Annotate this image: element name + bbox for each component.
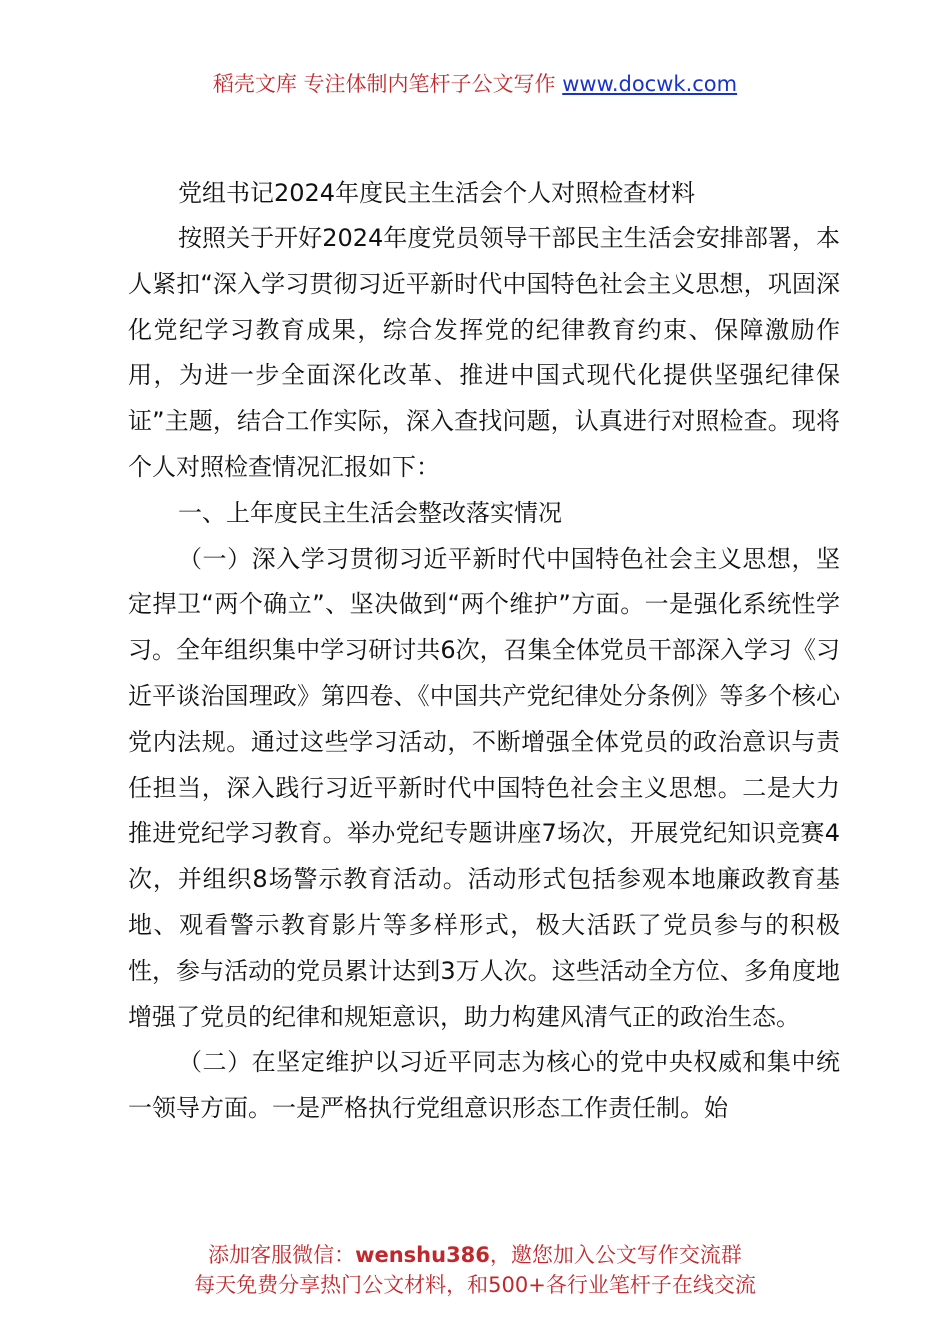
subsection-2-paragraph: （二）在坚定维护以习近平同志为核心的党中央权威和集中统一领导方面。一是严格执行党组意识形态工作责任制。始 (128, 1048, 840, 1123)
wechat-id: wenshu386 (355, 1243, 490, 1267)
intro-paragraph: 按照关于开好2024年度党员领导干部民主生活会安排部署，本人紧扣“深入学习贯彻习近平新时代中国特色社会主义思想，巩固深化党纪学习教育成果，综合发挥党的纪律教育约束、保障激励作用，为进一步全面深化改革、推进中国式现代化提供坚强纪律保证”主题，结合工作实际，深入查找问题，认真进行对照检查。现将个人对照检查情况汇报如下： (128, 224, 840, 481)
footer-line-1 (0, 1240, 950, 1270)
site-brand-text: 稻壳文库 专注体制内笔杆子公文写作 (212, 72, 563, 96)
document-body (128, 170, 840, 1132)
footer-line-2: 每天免费分享热门公文材料，和500+各行业笔杆子在线交流 (194, 1273, 756, 1297)
document-title: 党组书记2024年度民主生活会个人对照检查材料 (178, 179, 696, 207)
footer-prefix: 添加客服微信： (208, 1243, 356, 1267)
site-url-link[interactable]: www.docwk.com (562, 72, 738, 96)
footer-suffix: ，邀您加入公文写作交流群 (489, 1243, 742, 1267)
site-header (0, 70, 950, 98)
promo-footer (0, 1240, 950, 1300)
subsection-1-paragraph: （一）深入学习贯彻习近平新时代中国特色社会主义思想，坚定捍卫“两个确立”、坚决做到“两个维护”方面。一是强化系统性学习。全年组织集中学习研讨共6次，召集全体党员干部深入学习《习近平谈治国理政》第四卷、《中国共产党纪律处分条例》等多个核心党内法规。通过这些学习活动，不断增强全体党员的政治意识与责任担当，深入践行习近平新时代中国特色社会主义思想。二是大力推进党纪学习教育。举办党纪专题讲座7场次，开展党纪知识竞赛4次，并组织8场警示教育活动。活动形式包括参观本地廉政教育基地、观看警示教育影片等多样形式，极大活跃了党员参与的积极性，参与活动的党员累计达到3万人次。这些活动全方位、多角度地增强了党员的纪律和规矩意识，助力构建风清气正的政治生态。 (128, 544, 840, 1031)
section-1-heading: 一、上年度民主生活会整改落实情况 (178, 498, 562, 527)
